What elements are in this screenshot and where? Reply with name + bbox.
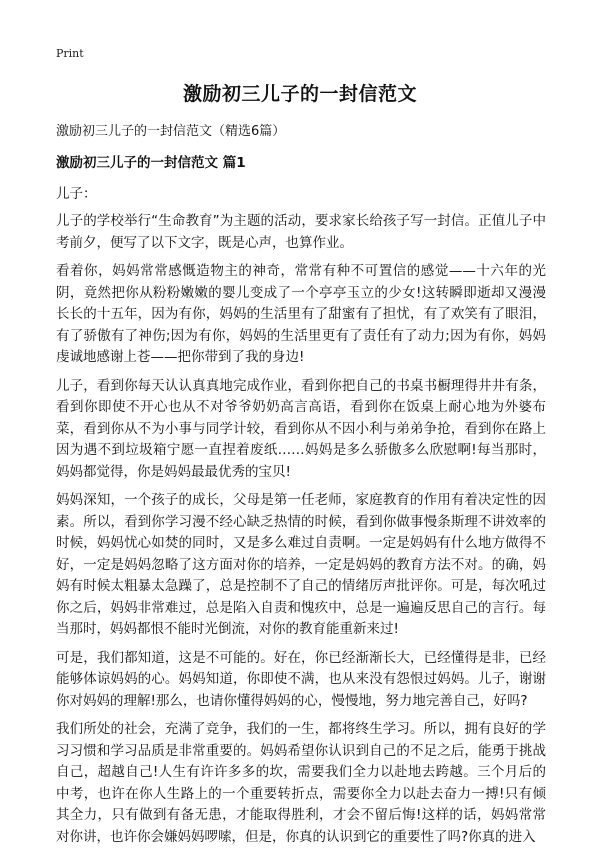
document-subtitle: 激励初三儿子的一封信范文（精选6篇） — [56, 124, 286, 139]
letter-body — [56, 211, 546, 855]
paragraph: 可是，我们都知道，这是不可能的。好在，你已经渐渐长大，已经懂得是非，已经能够体谅妈妈的心。妈妈知道，你即使不满，也从来没有怨恨过妈妈。儿子，谢谢你对妈妈的理解!那么，也请你懂得妈妈的心，慢慢地，努力地完善自己，好吗? — [56, 649, 546, 709]
paragraph: 我们所处的社会，充满了竞争，我们的一生，都将终生学习。所以，拥有良好的学习习惯和学习品质是非常重要的。妈妈希望你认识到自己的不足之后，能勇于挑战自己，超越自己!人生有许许多多的坎，需要我们全力以赴地去跨越。三个月后的中考，也许在你人生路上的一个重要转折点，需要你全力以赴去奋力一搏!只有倾其全力，只有做到有备无患，才能取得胜利，才会不留后悔!这样的话，妈妈常常对你讲，也许你会嫌妈妈啰嗦，但是，你真的认识到它的重要性了吗?你真的进入 — [56, 721, 546, 845]
section-heading: 激励初三儿子的一封信范文 篇1 — [56, 155, 246, 171]
page-title: 激励初三儿子的一封信范文 — [182, 83, 417, 105]
paragraph: 看着你，妈妈常常感慨造物主的神奇，常常有种不可置信的感觉——十六年的光阴，竟然把你从粉粉嫩嫩的婴儿变成了一个亭亭玉立的少女!这转瞬即逝却又漫漫长长的十五年，因为有你，妈妈的生活里有了甜蜜有了担忧，有了欢笑有了眼泪，有了骄傲有了神伤;因为有你，妈妈的生活里更有了责任有了动力;因为有你，妈妈虔诚地感谢上苍——把你带到了我的身边! — [56, 263, 546, 365]
print-link[interactable]: Print — [56, 47, 84, 60]
paragraph: 儿子的学校举行“生命教育”为主题的活动，要求家长给孩子写一封信。正值儿子中考前夕，便写了以下文字，既是心声，也算作业。 — [56, 213, 546, 251]
paragraph: 妈妈深知，一个孩子的成长，父母是第一任老师，家庭教育的作用有着决定性的因素。所以，看到你学习漫不经心缺乏热情的时候，看到你做事慢条斯理不讲效率的时候，妈妈忧心如焚的同时，又是多么难过自责啊。一定是妈妈有什么地方做得不好，一定是妈妈忽略了这方面对你的培养，一定是妈妈的教育方法不对。的确，妈妈有时候太粗暴太急躁了，总是控制不了自己的情绪厉声批评你。可是，每次吼过你之后，妈妈非常难过，总是陷入自责和愧疚中，总是一遍遍反思自己的言行。每当那时，妈妈都恨不能时光倒流，对你的教育能重新来过! — [56, 492, 546, 637]
paragraph: 儿子，看到你每天认认真真地完成作业，看到你把自己的书桌书橱理得井井有条，看到你即使不开心也从不对爷爷奶奶高言高语，看到你在饭桌上耐心地为外婆布菜，看到你从不为小事与同学计较，看到你从不因小利与弟弟争抢，看到你在路上因为遇不到垃圾箱宁愿一直捏着废纸……妈妈是多么骄傲多么欣慰啊!每当那时，妈妈都觉得，你是妈妈最最优秀的宝贝! — [56, 377, 546, 480]
letter-greeting: 儿子： — [56, 186, 97, 202]
